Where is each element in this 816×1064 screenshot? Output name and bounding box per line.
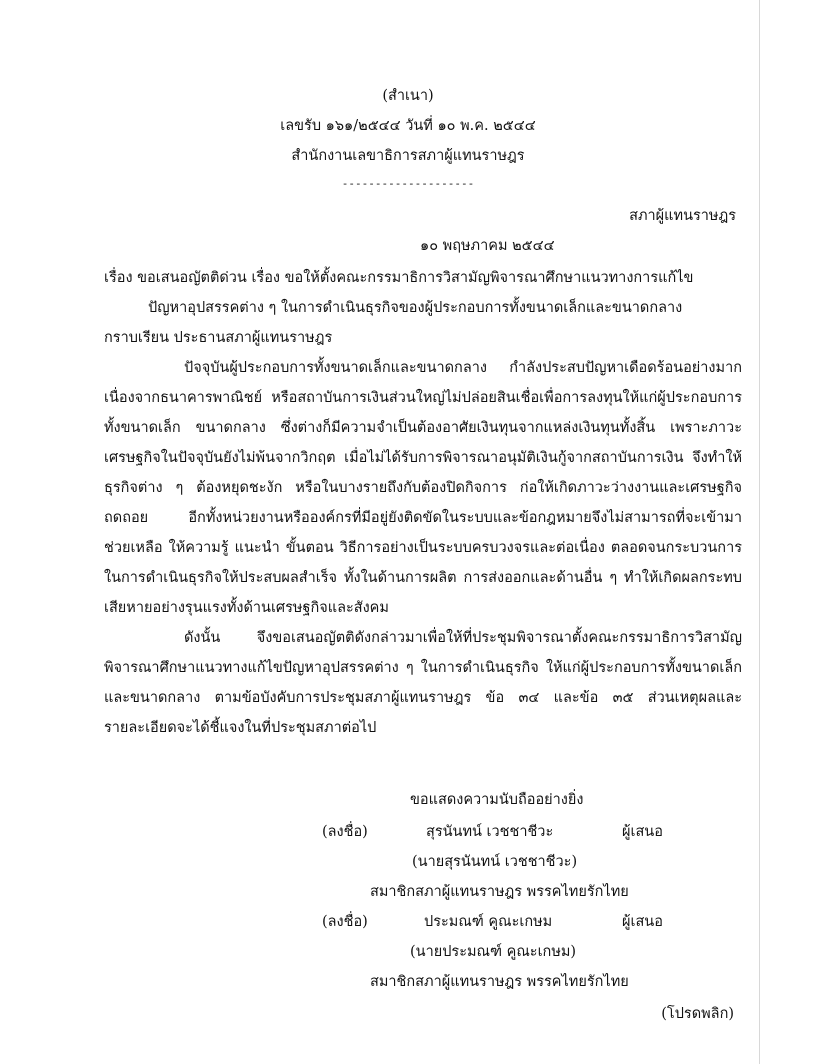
sign-label: (ลงชื่อ) — [322, 914, 368, 930]
signer-full-name: (นายประมณฑ์ คูณะเกษม) — [410, 944, 577, 960]
signer-name: สุรนันทน์ เวชชาชีวะ — [426, 824, 554, 840]
signer-position: สมาชิกสภาผู้แทนราษฎร พรรคไทยรักไทย — [370, 974, 629, 990]
paragraph-1-line: เศรษฐกิจในปัจจุบันยังไม่พ้นจากวิกฤต เมื่อไม่ได้รับการพิจารณาอนุมัติเงินกู้จากสถาบันการเงิน จึงทำให้ — [104, 450, 742, 466]
paragraph-1-line: ในการดำเนินธุรกิจให้ประสบผลสำเร็จ ทั้งในด้านการผลิต การส่งออกและด้านอื่น ๆ ทำให้เกิดผลกระทบ — [104, 570, 742, 586]
signer-full-name: (นายสุรนันทน์ เวชชาชีวะ) — [412, 854, 578, 870]
paragraph-1-line: ทั้งขนาดเล็ก ขนาดกลาง ซึ่งต่างก็มีความจำเป็นต้องอาศัยเงินทุนจากแหล่งเงินทุนทั้งสิ้น เพราะภาวะ — [104, 420, 742, 436]
copy-label: (สำเนา) — [382, 88, 434, 104]
header-divider: -------------------- — [341, 177, 475, 190]
paragraph-1-line: ธุรกิจต่าง ๆ ต้องหยุดชะงัก หรือในบางรายถึงกับต้องปิดกิจการ ก่อให้เกิดภาวะว่างงานและเศรษฐกิจ — [104, 480, 742, 496]
sign-label: (ลงชื่อ) — [322, 824, 368, 840]
signer-position: สมาชิกสภาผู้แทนราษฎร พรรคไทยรักไทย — [370, 884, 629, 900]
signer-role: ผู้เสนอ — [622, 824, 663, 840]
closing: ขอแสดงความนับถืออย่างยิ่ง — [410, 792, 584, 808]
letter-date: ๑๐ พฤษภาคม ๒๕๔๔ — [420, 238, 555, 254]
signer-role: ผู้เสนอ — [622, 914, 663, 930]
paragraph-1-line: เนื่องจากธนาคารพาณิชย์ หรือสถาบันการเงินส่วนใหญ่ไม่ปล่อยสินเชื่อเพื่อการลงทุนให้แก่ผู้ประกอบการ — [104, 390, 742, 406]
paragraph-2-line: และขนาดกลาง ตามข้อบังคับการประชุมสภาผู้แทนราษฎร ข้อ ๓๔ และข้อ ๓๕ ส่วนเหตุผลและ — [104, 690, 742, 706]
paragraph-1-line: เสียหายอย่างรุนแรงทั้งด้านเศรษฐกิจและสังคม — [104, 600, 389, 616]
signer-name: ประมณฑ์ คูณะเกษม — [424, 914, 553, 930]
paragraph-2-line: ดังนั้น จึงขอเสนอญัตติดังกล่าวมาเพื่อให้ที่ประชุมพิจารณาตั้งคณะกรรมาธิการวิสามัญ — [184, 630, 742, 646]
salutation: กราบเรียน ประธานสภาผู้แทนราษฎร — [104, 330, 333, 346]
recipient-org: สภาผู้แทนราษฎร — [629, 208, 736, 224]
paragraph-2-line: รายละเอียดจะได้ชี้แจงในที่ประชุมสภาต่อไป — [104, 720, 377, 736]
turn-over-note: (โปรดพลิก) — [661, 1006, 734, 1022]
paragraph-2-line: พิจารณาศึกษาแนวทางแก้ไขปัญหาอุปสรรคต่าง ๆ ในการดำเนินธุรกิจ ให้แก่ผู้ประกอบการทั้งขนาดเล็ก — [104, 660, 742, 676]
paragraph-1-line: ช่วยเหลือ ให้ความรู้ แนะนำ ขั้นตอน วิธีการอย่างเป็นระบบครบวงจรและต่อเนื่อง ตลอดจนกระบวนการ — [104, 540, 742, 556]
paragraph-1-line: ปัจจุบันผู้ประกอบการทั้งขนาดเล็กและขนาดกลาง กำลังประสบปัญหาเดือดร้อนอย่างมาก — [184, 360, 742, 376]
paragraph-1-line: ถดถอย อีกทั้งหน่วยงานหรือองค์กรที่มีอยู่ยังติดขัดในระบบและข้อกฎหมายจึงไม่สามารถที่จะเข้ามา — [104, 510, 742, 526]
subject-line-1: เรื่อง ขอเสนอญัตติด่วน เรื่อง ขอให้ตั้งคณะกรรมาธิการวิสามัญพิจารณาศึกษาแนวทางการแก้ไข — [104, 270, 694, 286]
office-name: สำนักงานเลขาธิการสภาผู้แทนราษฎร — [291, 148, 525, 164]
receipt-line: เลขรับ ๑๖๑/๒๕๔๔ วันที่ ๑๐ พ.ค. ๒๕๔๔ — [280, 118, 536, 134]
subject-line-2: ปัญหาอุปสรรคต่าง ๆ ในการดำเนินธุรกิจของผู้ประกอบการทั้งขนาดเล็กและขนาดกลาง — [148, 300, 683, 316]
